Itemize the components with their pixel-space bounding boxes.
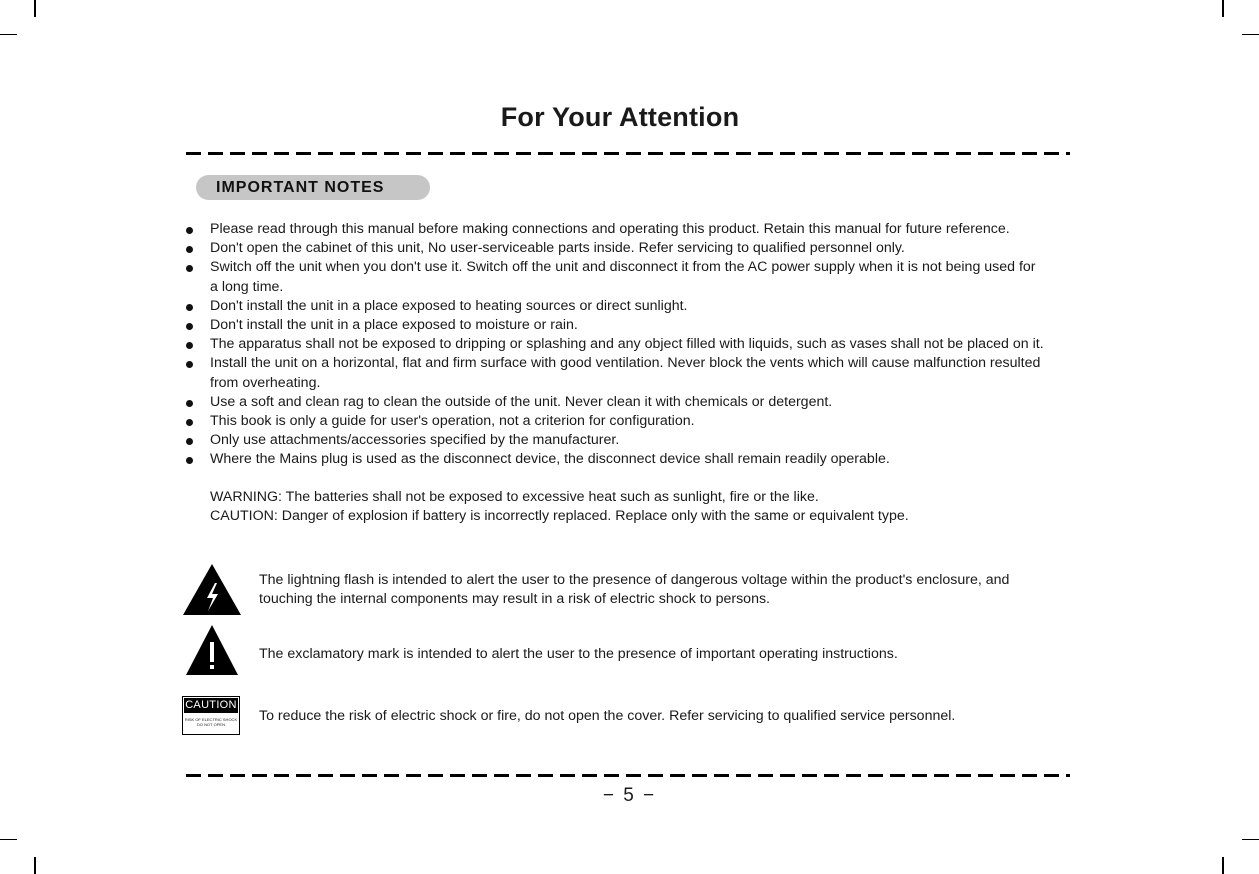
list-item [186, 220, 1106, 239]
bullet-icon [186, 304, 193, 311]
note-text: Install the unit on a horizontal, flat and firm surface with good ventilation. Never block the vents which will cause malfunction resulted [210, 355, 1041, 372]
caution-label-header: CAUTION [185, 699, 237, 711]
note-text: This book is only a guide for user's operation, not a criterion for configuration. [210, 413, 695, 430]
note-text: Don't install the unit in a place exposed to heating sources or direct sunlight. [210, 297, 688, 314]
bullet-icon [186, 342, 193, 349]
crop-mark [1222, 857, 1224, 874]
bullet-icon [186, 361, 193, 368]
bullet-icon [186, 265, 193, 272]
bullet-icon [186, 400, 193, 407]
caution-description: To reduce the risk of electric shock or fire, do not open the cover. Refer servicing to qualified service personnel. [259, 708, 956, 724]
exclamation-description: The exclamatory mark is intended to alert the user to the presence of important operating instructions. [259, 646, 898, 662]
battery-warnings [210, 488, 909, 526]
bullet-icon [186, 419, 193, 426]
list-item [186, 335, 1106, 354]
list-item [186, 239, 1106, 258]
bullet-icon [186, 457, 193, 464]
list-item [186, 431, 1106, 450]
note-text: The apparatus shall not be exposed to dripping or splashing and any object filled with liquids, such as vases shall not be placed on it. [210, 336, 1044, 353]
crop-mark [34, 857, 36, 874]
exclamation-warning-icon [186, 625, 238, 676]
bullet-icon [186, 323, 193, 330]
note-text: Use a soft and clean rag to clean the outside of the unit. Never clean it with chemicals or detergent. [210, 393, 833, 410]
list-item [186, 258, 1106, 296]
note-text: Switch off the unit when you don't use it. Switch off the unit and disconnect it from the AC power supply when it is not being used for [210, 259, 1036, 276]
lightning-description [259, 571, 1109, 609]
note-text: Don't open the cabinet of this unit, No user-serviceable parts inside. Refer servicing to qualified personnel only. [210, 240, 905, 257]
lightning-warning-icon [183, 564, 241, 616]
crop-mark [1242, 839, 1259, 840]
top-dashed-divider [186, 152, 1070, 155]
caution-text: CAUTION: Danger of explosion if battery is incorrectly replaced. Replace only with the same or equivalent type. [210, 508, 909, 525]
page-title: For Your Attention [500, 102, 740, 132]
crop-mark [0, 839, 17, 840]
list-item [186, 412, 1106, 431]
note-text-continued: from overheating. [210, 374, 321, 391]
note-text-continued: a long time. [210, 278, 284, 295]
list-item [186, 316, 1106, 335]
notes-list [186, 220, 1106, 470]
list-item [186, 354, 1106, 392]
bottom-dashed-divider [186, 774, 1070, 777]
caution-label-sub2: DO NOT OPEN [197, 722, 225, 727]
note-text: Only use attachments/accessories specified by the manufacturer. [210, 432, 620, 449]
page-number: − 5 − [602, 785, 657, 806]
bullet-icon [186, 227, 193, 234]
crop-mark [34, 0, 36, 17]
crop-mark [1222, 0, 1224, 17]
note-text: Please read through this manual before making connections and operating this product. Retain this manual for future reference. [210, 221, 1010, 237]
section-label-pill: IMPORTANT NOTES [196, 175, 430, 200]
warning-text: WARNING: The batteries shall not be exposed to excessive heat such as sunlight, fire or the like. [210, 489, 819, 505]
note-text: Don't install the unit in a place exposed to moisture or rain. [210, 317, 578, 334]
crop-mark [0, 34, 17, 35]
bullet-icon [186, 246, 193, 253]
caution-label-sub1: RISK OF ELECTRIC SHOCK [184, 717, 238, 722]
lightning-text-line1: The lightning flash is intended to alert the user to the presence of dangerous voltage within the product's enclosure, and [259, 572, 1010, 588]
list-item [186, 297, 1106, 316]
lightning-text-line2: touching the internal components may result in a risk of electric shock to persons. [259, 591, 770, 608]
list-item [186, 450, 1106, 469]
list-item [186, 393, 1106, 412]
bullet-icon [186, 438, 193, 445]
note-text: Where the Mains plug is used as the disconnect device, the disconnect device shall remain readily operable. [210, 451, 890, 468]
caution-label-icon [182, 696, 240, 735]
crop-mark [1242, 34, 1259, 35]
